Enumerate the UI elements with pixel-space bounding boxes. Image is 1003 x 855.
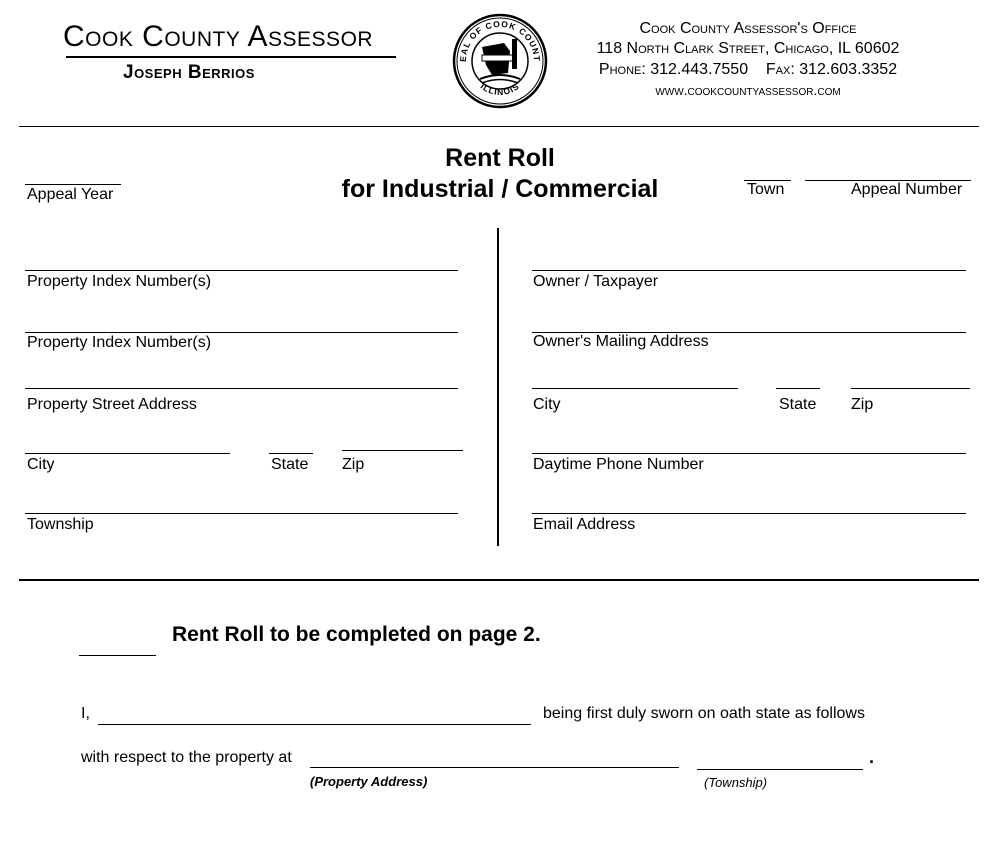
office-phone-fax — [560, 61, 936, 79]
header-underline — [66, 56, 396, 58]
office-fax: Fax: 312.603.3352 — [765, 61, 898, 78]
email-label: Email Address — [533, 516, 636, 533]
oath-i-label: I, — [81, 705, 90, 722]
township-label: Township — [27, 516, 94, 533]
pin1-label: Property Index Number(s) — [27, 273, 212, 290]
owner-zip-label: Zip — [851, 396, 874, 413]
sworn-text: being first duly sworn on oath state as follows — [543, 705, 865, 722]
property-state-label: State — [271, 456, 309, 473]
owner-label: Owner / Taxpayer — [533, 273, 659, 290]
owner-state-label: State — [779, 396, 817, 413]
seal-bottom-text: ILLINOIS — [478, 80, 522, 98]
street-address-label: Property Street Address — [27, 396, 197, 413]
owner-city-field[interactable] — [532, 388, 738, 389]
rent-roll-initial-field[interactable] — [79, 655, 156, 656]
property-zip-field[interactable] — [342, 450, 463, 451]
property-city-field[interactable] — [25, 453, 230, 454]
township-caption: (Township) — [704, 775, 768, 790]
property-state-field[interactable] — [269, 453, 313, 454]
owner-zip-field[interactable] — [851, 388, 970, 389]
owner-field[interactable] — [532, 270, 966, 271]
header-divider — [19, 126, 979, 127]
property-address-caption: (Property Address) — [310, 774, 428, 789]
phone-label: Daytime Phone Number — [533, 456, 704, 473]
appeal-year-field[interactable] — [25, 184, 121, 185]
column-divider — [497, 228, 499, 546]
oath-property-address-field[interactable] — [310, 767, 679, 768]
office-name: Cook County Assessor's Office — [639, 20, 857, 37]
assessor-name — [123, 62, 255, 84]
property-city-label: City — [27, 456, 55, 473]
property-zip-label: Zip — [342, 456, 365, 473]
street-address-field[interactable] — [25, 388, 458, 389]
town-label: Town — [747, 181, 785, 198]
township-field[interactable] — [25, 513, 458, 514]
email-field[interactable] — [532, 513, 966, 514]
seal-top-text: EAL OF COOK COUNT — [457, 18, 543, 63]
section-divider — [19, 579, 979, 581]
owner-state-field[interactable] — [776, 388, 820, 389]
pin1-field[interactable] — [25, 270, 458, 271]
svg-text:ILLINOIS — [479, 81, 522, 97]
pin2-label: Property Index Number(s) — [27, 334, 212, 351]
oath-township-field[interactable] — [697, 769, 863, 770]
assessor-name-text: Joseph Berrios — [123, 62, 255, 83]
office-website: www.cookcountyassessor.com — [655, 82, 841, 98]
respect-text: with respect to the property at — [81, 749, 292, 766]
mailing-address-label: Owner's Mailing Address — [533, 333, 709, 350]
owner-city-label: City — [533, 396, 561, 413]
appeal-year-label: Appeal Year — [27, 186, 114, 203]
office-phone: Phone: 312.443.7550 — [598, 61, 749, 78]
phone-field[interactable] — [532, 453, 966, 454]
appeal-number-label: Appeal Number — [851, 181, 963, 198]
org-name: Cook County Assessor — [63, 20, 374, 53]
affiant-name-field[interactable] — [98, 724, 531, 725]
office-address: 118 North Clark Street, Chicago, IL 60602 — [596, 40, 900, 57]
county-seal-logo — [452, 13, 548, 109]
oath-period: . — [869, 747, 875, 767]
pin2-field[interactable] — [25, 332, 458, 333]
rent-roll-note: Rent Roll to be completed on page 2. — [172, 623, 541, 646]
form-subtitle: for Industrial / Commercial — [341, 175, 659, 203]
form-title: Rent Roll — [445, 144, 555, 172]
